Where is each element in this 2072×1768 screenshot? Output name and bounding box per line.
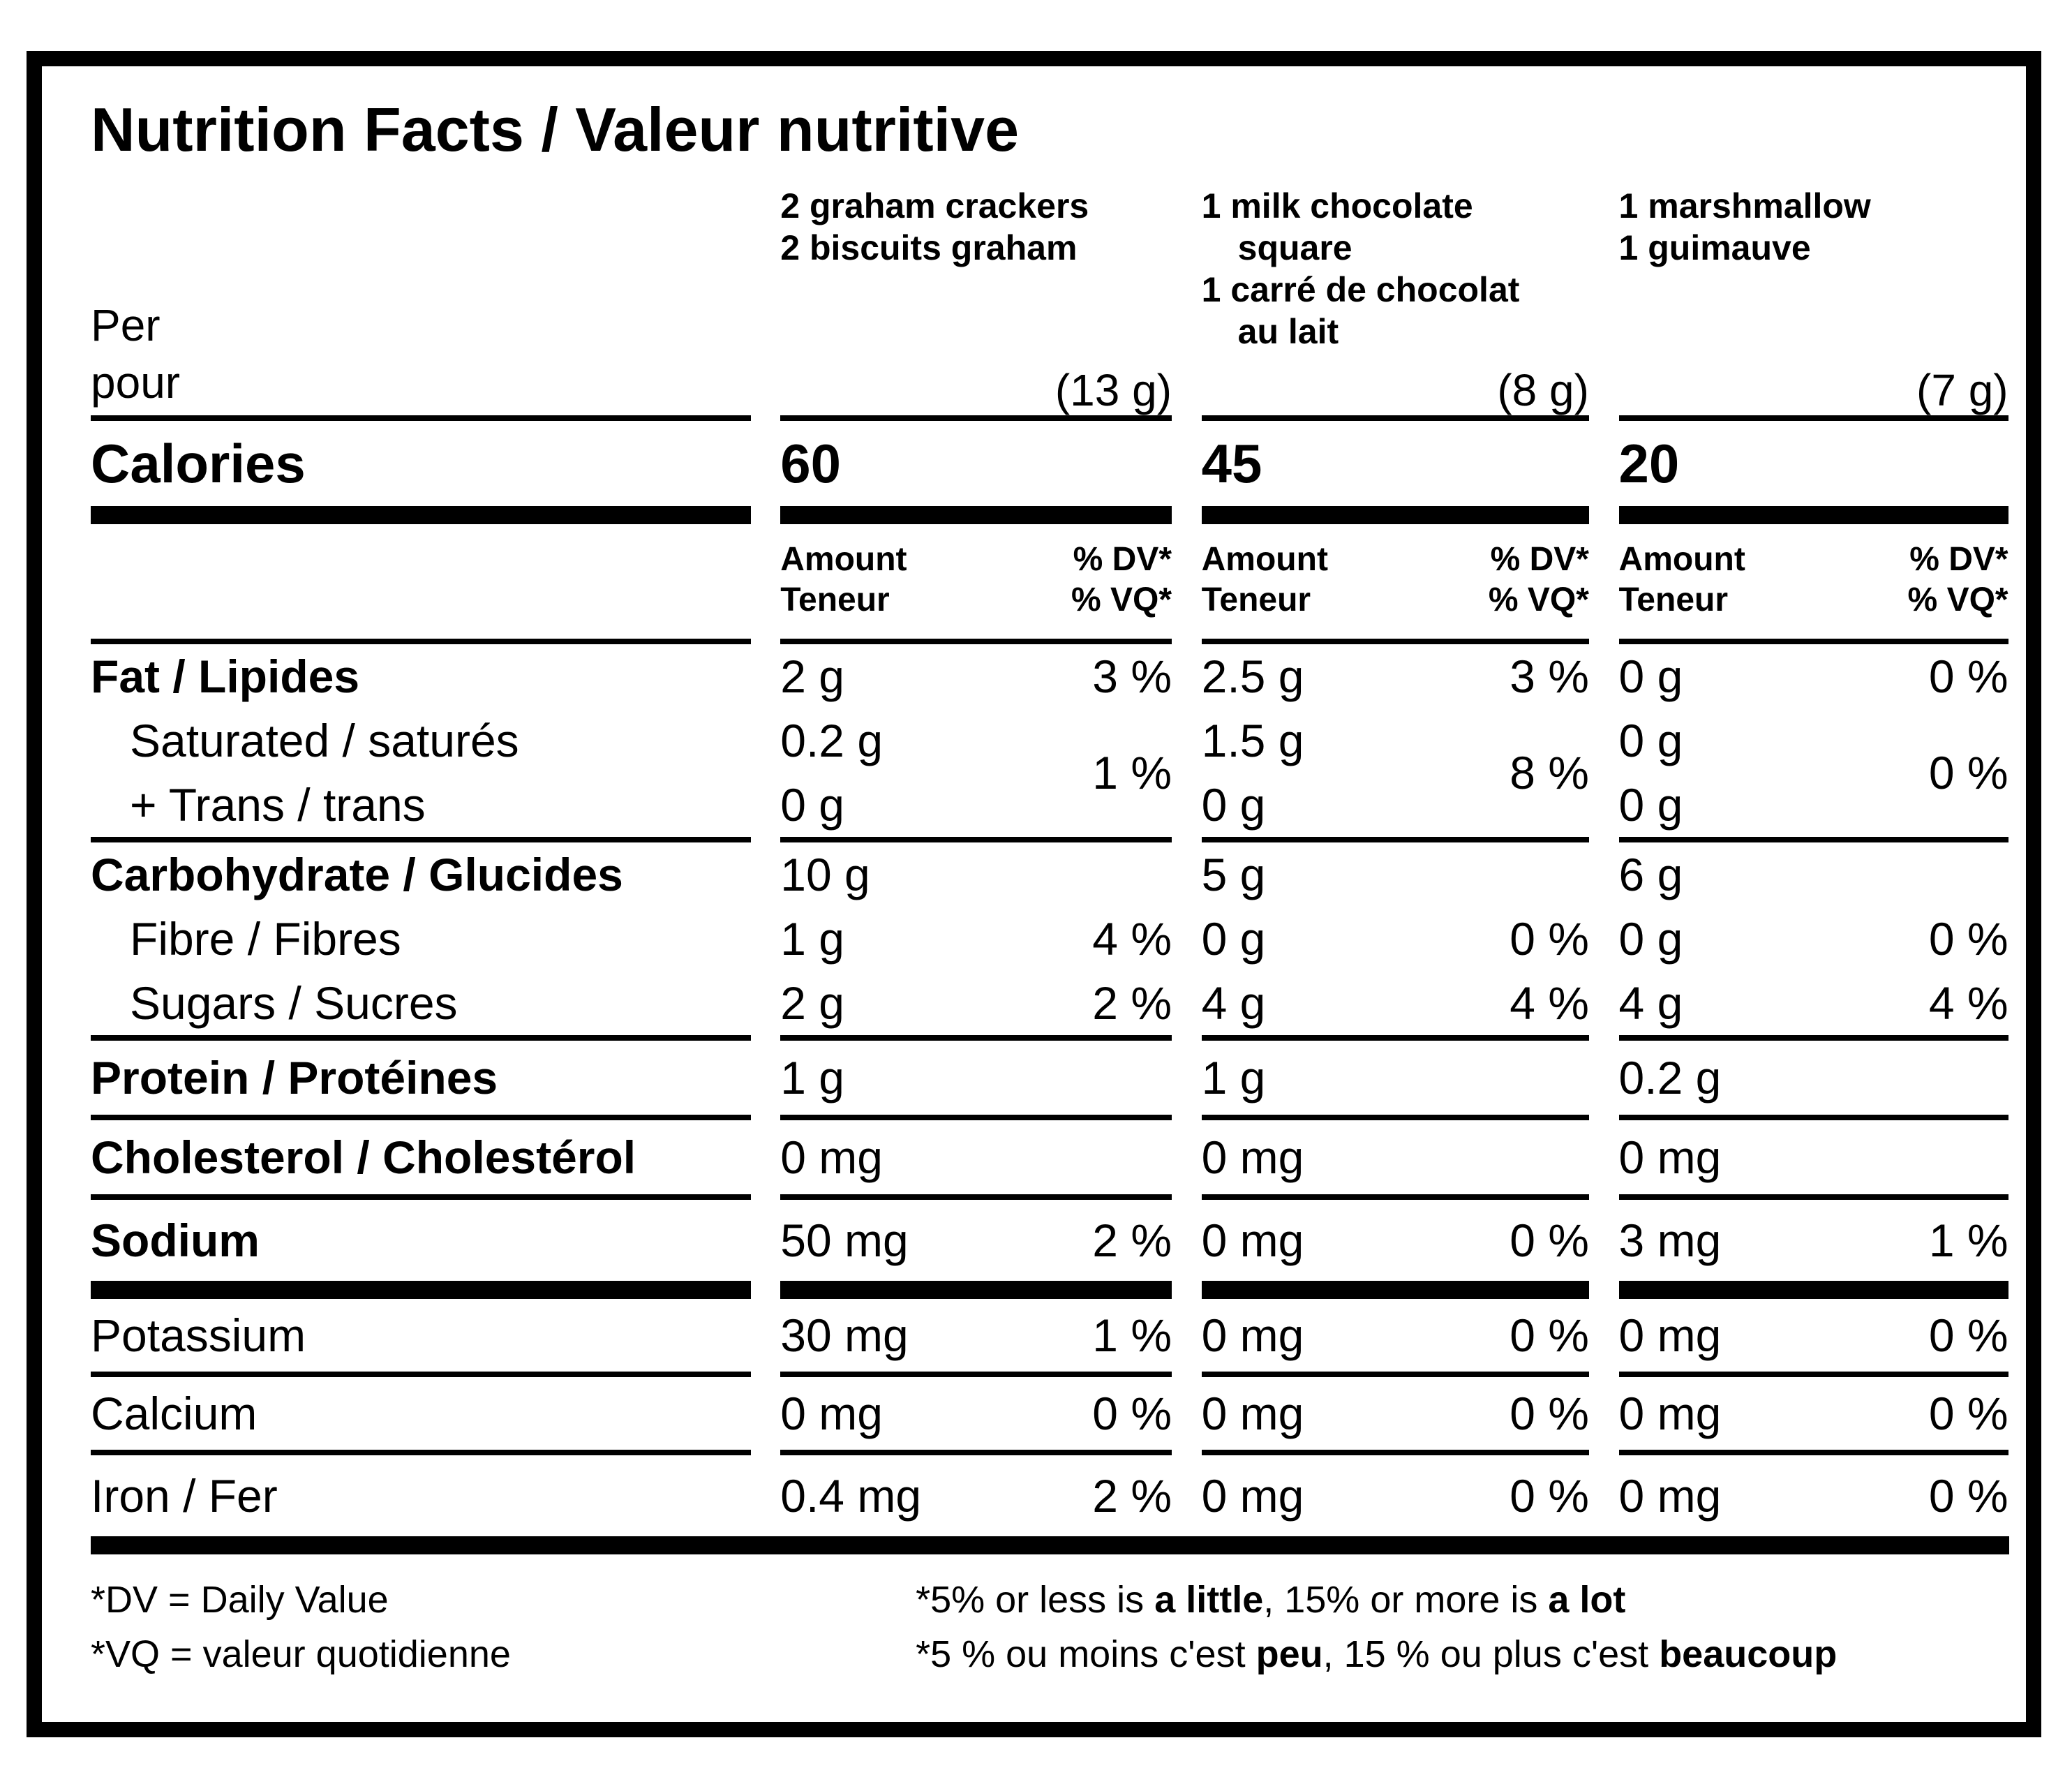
protein-amount: 0.2 g	[1618, 1052, 1722, 1104]
nutrition-label-content	[91, 94, 2009, 1702]
sodium-amount: 0 mg	[1201, 1214, 1304, 1266]
dv-definition: *DV = Daily Value	[91, 1579, 389, 1621]
divider-thin	[91, 1450, 2009, 1455]
fibre-amount: 0 g	[1201, 913, 1266, 965]
potassium-amount: 0 mg	[1618, 1309, 1722, 1361]
potassium-row	[91, 1299, 2009, 1372]
calories-label: Calories	[91, 432, 306, 494]
saturated-amount: 0.2 g	[780, 715, 884, 766]
fat-dv: 3 %	[1510, 651, 1589, 702]
column-header	[780, 540, 1172, 639]
protein-amount: 1 g	[1201, 1052, 1266, 1104]
carbohydrate-amount: 6 g	[1618, 849, 1683, 900]
column-headers-band	[91, 524, 2009, 639]
carb-values-chocolate	[1202, 842, 1589, 1035]
potassium-amount: 30 mg	[780, 1309, 909, 1361]
nutrient-label-saturated: Saturated / saturés	[130, 715, 519, 766]
nutrition-label-frame	[27, 51, 2041, 1737]
sugars-amount: 4 g	[1201, 977, 1266, 1029]
fat-amount: 2.5 g	[1201, 651, 1304, 702]
dv-guidance-fr: *5 % ou moins c'est peu, 15 % ou plus c'est beaucoup	[916, 1633, 1838, 1675]
iron-amount: 0 mg	[1201, 1470, 1304, 1522]
saturated-trans-dv: 8 %	[1510, 747, 1589, 798]
divider-thin	[91, 1194, 2009, 1200]
sugars-amount: 2 g	[780, 977, 844, 1029]
amount-header: Amount Teneur	[1201, 541, 1328, 618]
divider-thin	[91, 1115, 2009, 1120]
carbohydrate-amount: 5 g	[1201, 849, 1266, 900]
serving-line: square	[1237, 228, 1352, 267]
sodium-amount: 3 mg	[1618, 1214, 1722, 1266]
divider-thin	[91, 837, 2009, 842]
sodium-dv: 1 %	[1928, 1214, 2008, 1266]
carbohydrate-amount: 10 g	[780, 849, 870, 900]
nutrient-label-calcium: Calcium	[91, 1388, 258, 1439]
potassium-dv: 1 %	[1092, 1309, 1172, 1361]
column-header	[1202, 540, 1589, 639]
nutrient-label-sodium: Sodium	[91, 1214, 260, 1266]
saturated-trans-dv: 0 %	[1928, 747, 2008, 798]
calcium-dv: 0 %	[1510, 1388, 1589, 1439]
calcium-row	[91, 1377, 2009, 1450]
serving-line: 2 graham crackers	[780, 186, 1089, 225]
serving-line: 2 biscuits graham	[780, 228, 1078, 267]
divider-thin	[91, 1372, 2009, 1377]
per-line-en: Per	[91, 300, 161, 350]
fibre-dv: 0 %	[1510, 913, 1589, 965]
trans-amount: 0 g	[780, 779, 844, 831]
calcium-dv: 0 %	[1092, 1388, 1172, 1439]
nutrient-label-iron: Iron / Fer	[91, 1470, 278, 1522]
page-title: Nutrition Facts / Valeur nutritive	[91, 95, 1020, 164]
serving-header-band	[91, 185, 2009, 415]
amount-header: Amount Teneur	[1618, 541, 1745, 618]
divider-thin	[91, 639, 2009, 644]
nutrient-label-potassium: Potassium	[91, 1309, 306, 1361]
nutrient-label-fibre: Fibre / Fibres	[130, 913, 401, 965]
footnotes-right	[916, 1573, 2009, 1681]
cholesterol-amount: 0 mg	[1201, 1131, 1304, 1183]
calcium-amount: 0 mg	[780, 1388, 883, 1439]
fat-values-graham	[780, 644, 1172, 837]
nutrient-label-fat: Fat / Lipides	[91, 651, 360, 702]
cholesterol-amount: 0 mg	[1618, 1131, 1722, 1183]
iron-dv: 2 %	[1092, 1470, 1172, 1522]
fat-dv: 0 %	[1928, 651, 2008, 702]
fat-values-chocolate	[1202, 644, 1589, 837]
iron-row	[91, 1455, 2009, 1536]
calories-value-marshmallow: 20	[1618, 432, 1680, 494]
serving-line: 1 marshmallow	[1618, 186, 1871, 225]
sugars-dv: 4 %	[1510, 977, 1589, 1029]
sodium-row	[91, 1200, 2009, 1281]
carbohydrate-dv	[1092, 842, 1172, 907]
carbohydrate-dv	[1929, 842, 2008, 907]
fat-values-marshmallow	[1619, 644, 2008, 837]
serving-col-marshmallow	[1619, 185, 2008, 415]
serving-line: 1 guimauve	[1618, 228, 1811, 267]
serving-line: 1 carré de chocolat	[1201, 270, 1520, 309]
carbohydrate-block	[91, 842, 2009, 1035]
iron-amount: 0.4 mg	[780, 1470, 922, 1522]
per-pour-label	[91, 185, 751, 415]
saturated-amount: 1.5 g	[1201, 715, 1304, 766]
fibre-dv: 0 %	[1928, 913, 2008, 965]
dv-guidance-en: *5% or less is a little, 15% or more is a lot	[916, 1579, 1626, 1621]
sugars-amount: 4 g	[1618, 977, 1683, 1029]
sugars-dv: 2 %	[1092, 977, 1172, 1029]
nutrient-label-carbohydrate: Carbohydrate / Glucides	[91, 849, 623, 900]
carb-values-graham	[780, 842, 1172, 1035]
fat-amount: 0 g	[1618, 651, 1683, 702]
iron-amount: 0 mg	[1618, 1470, 1722, 1522]
divider-thick-full	[91, 1536, 2009, 1554]
nutrient-label-cholesterol: Cholesterol / Cholestérol	[91, 1131, 636, 1183]
potassium-dv: 0 %	[1928, 1309, 2008, 1361]
serving-col-chocolate	[1202, 185, 1589, 415]
serving-col-graham	[780, 185, 1172, 415]
per-line-fr: pour	[91, 357, 181, 408]
sodium-amount: 50 mg	[780, 1214, 909, 1266]
carbohydrate-dv	[1510, 842, 1589, 907]
dv-header: % DV* % VQ*	[1488, 541, 1589, 618]
column-header	[1619, 540, 2008, 639]
carb-values-marshmallow	[1619, 842, 2008, 1035]
fat-amount: 2 g	[780, 651, 844, 702]
serving-weight: (13 g)	[1054, 365, 1172, 415]
amount-header: Amount Teneur	[780, 541, 907, 618]
potassium-amount: 0 mg	[1201, 1309, 1304, 1361]
fat-block	[91, 644, 2009, 837]
calcium-dv: 0 %	[1928, 1388, 2008, 1439]
calcium-amount: 0 mg	[1618, 1388, 1722, 1439]
serving-weight: (8 g)	[1497, 365, 1589, 415]
nutrient-label-trans: + Trans / trans	[130, 779, 426, 831]
iron-dv: 0 %	[1510, 1470, 1589, 1522]
sugars-dv: 4 %	[1928, 977, 2008, 1029]
sodium-dv: 0 %	[1510, 1214, 1589, 1266]
nutrient-label-protein: Protein / Protéines	[91, 1052, 498, 1104]
calories-row	[91, 421, 2009, 506]
footnotes-left	[91, 1573, 916, 1681]
saturated-trans-dv: 1 %	[1092, 747, 1172, 798]
calcium-amount: 0 mg	[1201, 1388, 1304, 1439]
cholesterol-amount: 0 mg	[780, 1131, 883, 1183]
fibre-amount: 0 g	[1618, 913, 1683, 965]
serving-line: au lait	[1237, 312, 1339, 351]
fibre-dv: 4 %	[1092, 913, 1172, 965]
dv-header: % DV* % VQ*	[1907, 541, 2008, 618]
saturated-amount: 0 g	[1618, 715, 1683, 766]
fat-dv: 3 %	[1092, 651, 1172, 702]
sodium-dv: 2 %	[1092, 1214, 1172, 1266]
fibre-amount: 1 g	[780, 913, 844, 965]
divider-thin	[91, 1035, 2009, 1041]
calories-value-chocolate: 45	[1201, 432, 1262, 494]
dv-header: % DV* % VQ*	[1071, 541, 1172, 618]
iron-dv: 0 %	[1928, 1470, 2008, 1522]
protein-amount: 1 g	[780, 1052, 844, 1104]
cholesterol-row	[91, 1120, 2009, 1194]
trans-amount: 0 g	[1201, 779, 1266, 831]
serving-line: 1 milk chocolate	[1201, 186, 1473, 225]
vq-definition: *VQ = valeur quotidienne	[91, 1633, 511, 1675]
divider-thick	[91, 506, 2009, 524]
nutrient-label-sugars: Sugars / Sucres	[130, 977, 458, 1029]
divider-thick	[91, 1281, 2009, 1299]
serving-weight: (7 g)	[1916, 365, 2008, 415]
trans-amount: 0 g	[1618, 779, 1683, 831]
potassium-dv: 0 %	[1510, 1309, 1589, 1361]
calories-value-graham: 60	[780, 432, 842, 494]
protein-row	[91, 1041, 2009, 1115]
footnotes	[91, 1573, 2009, 1681]
divider-thin	[91, 415, 2009, 421]
